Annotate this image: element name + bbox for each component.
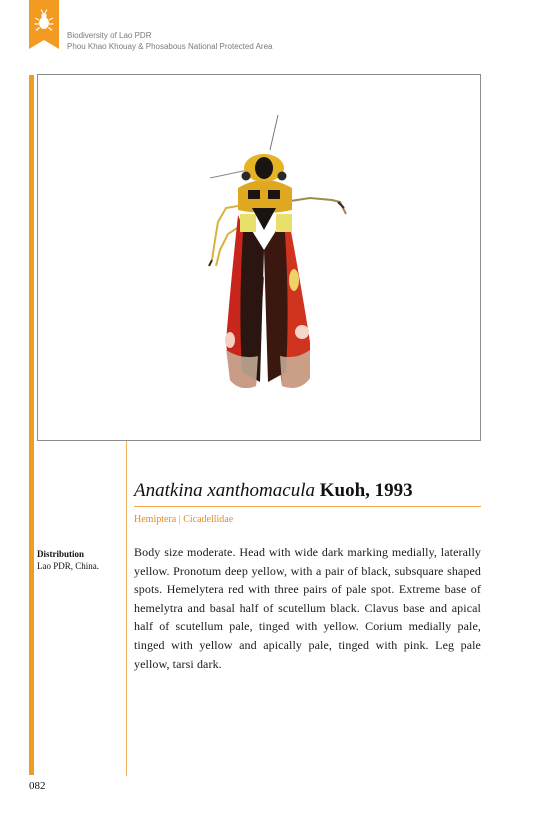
distribution-heading: Distribution — [37, 549, 85, 559]
beetle-icon — [29, 0, 59, 49]
side-accent-bar — [29, 75, 34, 775]
title-underline — [134, 506, 481, 507]
species-description: Body size moderate. Head with wide dark marking medially, laterally yellow. Pronotum deep yellow, with a pair of black, subsquare shaped spots. Hemelytera red with three pairs of pale spot. Extreme base of hemelytra and basal half of scutellum black. Clavus base and apical half of scutellum pale, tinged with yellow. Corium medially pale, tinged with yellow and apically pale, tinged with pink. Leg pale yellow, tarsi dark. — [134, 545, 481, 671]
page-number: 082 — [29, 780, 46, 792]
column-divider — [126, 441, 127, 776]
species-name: Anatkina xanthomacula — [134, 480, 315, 501]
leafhopper-photo — [160, 110, 370, 400]
header-title: Biodiversity of Lao PDR — [67, 31, 152, 40]
taxonomy-label: Hemiptera | Cicadellidae — [134, 514, 234, 525]
distribution-value: Lao PDR, China. — [37, 561, 99, 571]
species-title — [134, 480, 413, 502]
header-subtitle: Phou Khao Khouay & Phosabous National Protected Area — [67, 42, 273, 51]
species-author: Kuoh, 1993 — [319, 480, 413, 501]
